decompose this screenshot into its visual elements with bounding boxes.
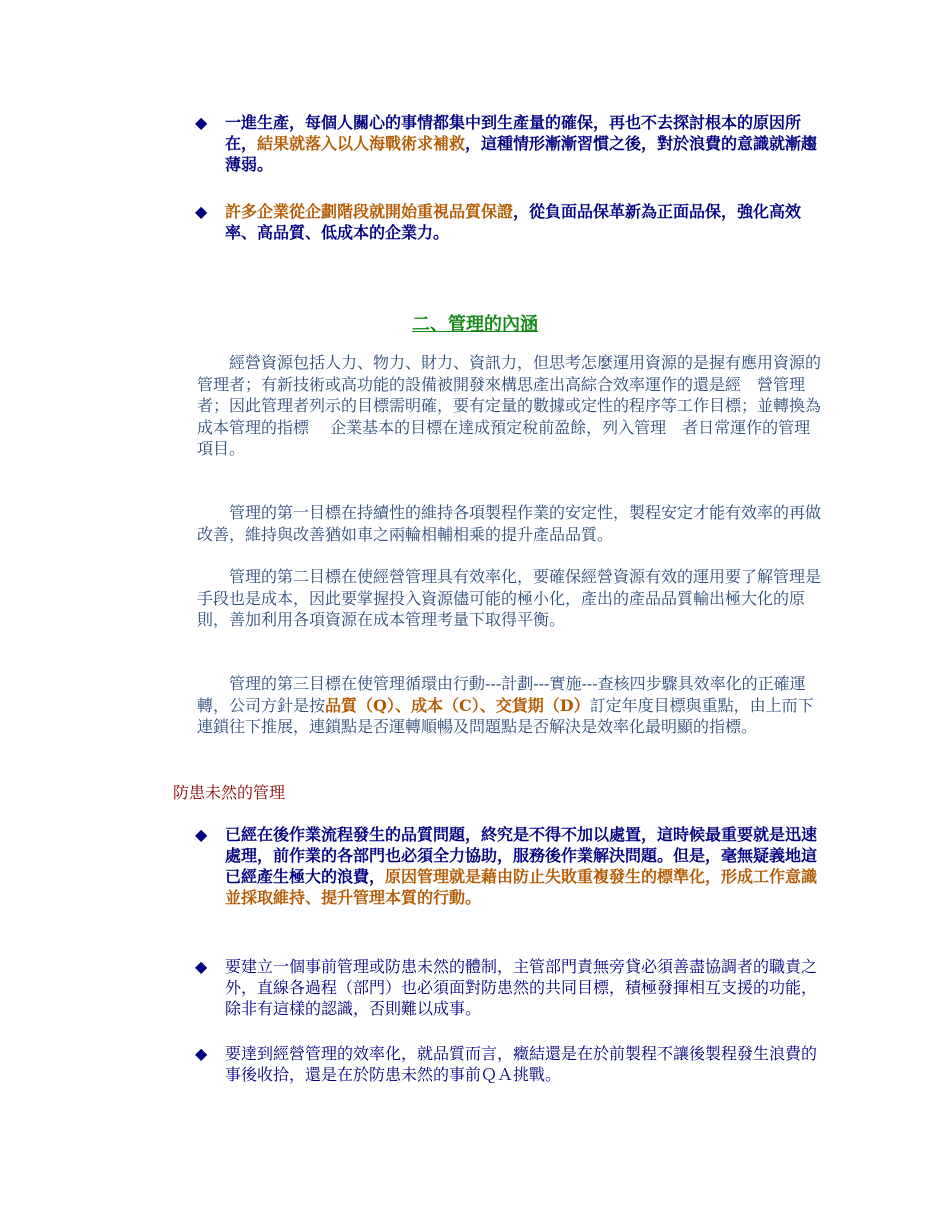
section-heading: 二、管理的內涵 xyxy=(412,314,538,335)
paragraph-resources: 經營資源包括人力、物力、財力、資訊力，但思考怎麼運用資源的是握有應用資源的管理者；有新技術或高功能的設備被開發來構思產出高綜合效率運作的還是經 營管理者；因此管理者列示的目標需明確，要有定量的數據或定性的程序等工作目標；並轉換為成本管理的指標 企業基本的目標在達成預定稅前盈餘，列入管理 者日常運作的管理項目。 xyxy=(197,353,822,458)
bullet-text: ，從負面品保革新為正面品保，強化高效率、高品質、低成本的企業力。 xyxy=(225,202,802,242)
diamond-bullet-icon: ◆ xyxy=(195,1044,208,1063)
paragraph-text: 訂定年度目標與重點，由上而下連鎖往下推展，連鎖點是否運轉順暢及問題點是否解決是效率化最明顯的指標。 xyxy=(197,695,814,736)
bullet-text: 要達到經營管理的效率化，就品質而言，癥結還是在於前製程不讓後製程發生浪費的事後收拾，還是在於防患未然的事前ＱＡ挑戰。 xyxy=(225,1044,818,1084)
paragraph-second-goal: 管理的第二目標在使經營管理具有效率化，要確保經營資源有效的運用要了解管理是手段也是成本，因此要掌握投入資源儘可能的極小化，產出的產品品質輸出極大化的原則，善加利用各項資源在成本管理考量下取得平衡。 xyxy=(197,567,822,629)
bullet-text: ，這種情形漸漸習慣之後，對於浪費的意識就漸趨薄弱。 xyxy=(225,134,818,174)
diamond-bullet-icon: ◆ xyxy=(195,202,208,221)
bullet-item-4 xyxy=(195,956,820,1019)
bullet-highlight: 許多企業從企劃階段就開始重視品質保證 xyxy=(225,202,514,221)
paragraph-third-goal xyxy=(197,673,822,738)
diamond-bullet-icon: ◆ xyxy=(195,113,208,132)
bullet-item-5 xyxy=(195,1043,820,1085)
subheading: 防患未然的管理 xyxy=(173,783,286,802)
qcd-highlight: 品質（Q）、成本（C）、交貨期（D） xyxy=(325,695,590,715)
diamond-bullet-icon: ◆ xyxy=(195,957,208,976)
bullet-text: 已經在後作業流程發生的品質問題，終究是不得不加以處置，這時候最重要就是迅速處理，前作業的各部門也必須全力協助，服務後作業解決問題。但是，毫無疑義地這已經產生極大的浪費， xyxy=(225,825,818,886)
bullet-highlight: 結果就落入以人海戰術求補救 xyxy=(257,134,466,153)
paragraph-first-goal: 管理的第一目標在持續性的維持各項製程作業的安定性，製程安定才能有效率的再做改善，維持與改善猶如車之兩輪相輔相乘的提升產品品質。 xyxy=(197,503,822,544)
bullet-item-3 xyxy=(195,824,820,908)
paragraph-text: 管理的第三目標在使管理循環由行動---計劃---實施---查核四步驟具效率化的正確運轉，公司方針是按 xyxy=(197,674,806,715)
bullet-item-1 xyxy=(195,112,820,175)
diamond-bullet-icon: ◆ xyxy=(195,825,208,844)
bullet-text: 要建立一個事前管理或防患未然的體制，主管部門責無旁貸必須善盡協調者的職責之外，直線各過程（部門）也必須面對防患然的共同目標，積極發揮相互支援的功能，除非有這樣的認識，否則難以成事。 xyxy=(225,957,818,1018)
bullet-item-2 xyxy=(195,201,820,243)
bullet-text: 一進生產，每個人關心的事情都集中到生產量的確保，再也不去探討根本的原因所在， xyxy=(225,113,802,153)
bullet-highlight: 原因管理就是藉由防止失敗重複發生的標準化，形成工作意識並採取維持、提升管理本質的行動。 xyxy=(225,867,818,907)
